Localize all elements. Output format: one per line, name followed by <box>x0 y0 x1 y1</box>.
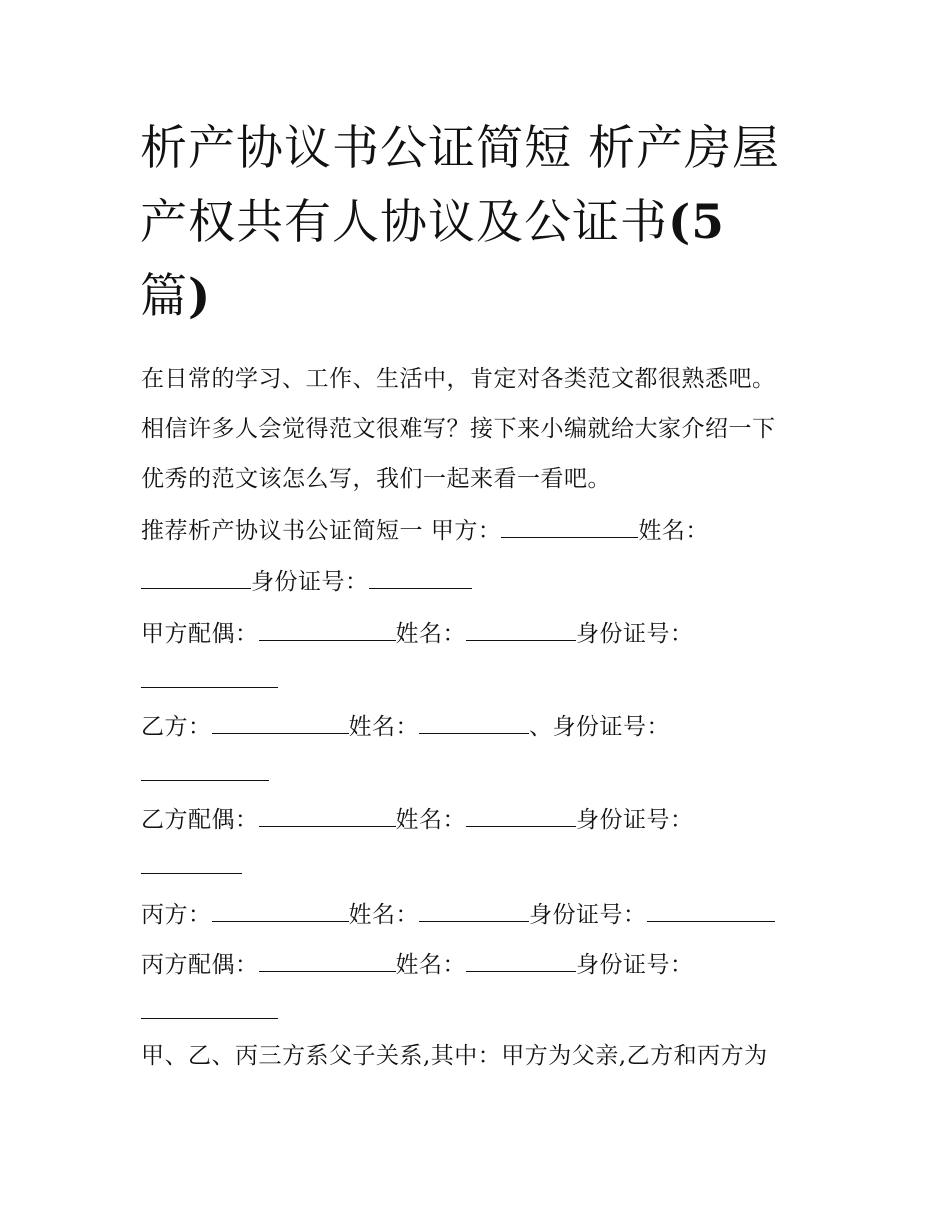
party-c-id-label: 身份证号： <box>529 902 647 928</box>
party-b-label: 乙方： <box>141 714 212 740</box>
party-b-line <box>141 711 670 742</box>
party-a-id-blank[interactable] <box>369 566 472 589</box>
party-c-line <box>141 899 775 930</box>
party-c-name-label: 姓名： <box>348 902 419 928</box>
title-line-1: 析产协议书公证简短 析产房屋 <box>140 121 780 176</box>
party-a-spouse-label: 甲方配偶： <box>141 621 259 647</box>
party-c-spouse-id-label: 身份证号： <box>576 952 694 978</box>
party-a-id-line <box>141 566 472 597</box>
party-c-spouse-name-blank[interactable] <box>466 949 576 972</box>
party-b-name-label: 姓名： <box>348 714 419 740</box>
party-b-id-blank[interactable] <box>141 780 269 781</box>
party-b-spouse-label: 乙方配偶： <box>141 807 259 833</box>
party-c-id-blank[interactable] <box>647 899 775 922</box>
party-c-spouse-name-label: 姓名： <box>395 952 466 978</box>
party-a-id-label: 身份证号： <box>251 569 369 595</box>
party-b-spouse-line <box>141 804 694 835</box>
party-b-spouse-name-label: 姓名： <box>395 807 466 833</box>
party-a-label: 甲方： <box>430 518 502 544</box>
party-c-spouse-id-blank[interactable] <box>141 1018 278 1019</box>
party-b-spouse-id-blank[interactable] <box>141 873 242 874</box>
party-a-line <box>141 515 709 546</box>
party-b-id-label: 、身份证号： <box>529 714 670 740</box>
party-a-spouse-id-label: 身份证号： <box>576 621 694 647</box>
party-c-spouse-label: 丙方配偶： <box>141 952 259 978</box>
intro-line-3: 优秀的范文该怎么写，我们一起来看一看吧。 <box>141 466 611 492</box>
party-b-spouse-blank[interactable] <box>259 804 396 827</box>
party-c-label: 丙方： <box>141 902 212 928</box>
party-c-name-blank[interactable] <box>419 899 529 922</box>
party-b-blank[interactable] <box>212 711 349 734</box>
party-c-blank[interactable] <box>212 899 349 922</box>
document-title <box>140 112 820 334</box>
party-a-name-label: 姓名： <box>638 518 709 544</box>
party-a-spouse-blank[interactable] <box>259 618 396 641</box>
party-a-blank[interactable] <box>501 515 638 538</box>
party-b-name-blank[interactable] <box>419 711 529 734</box>
party-b-spouse-id-label: 身份证号： <box>576 807 694 833</box>
section-heading: 推荐析产协议书公证简短一 <box>141 518 423 544</box>
title-line-3: 篇) <box>140 269 212 324</box>
party-a-name-blank[interactable] <box>141 566 251 589</box>
party-a-spouse-name-label: 姓名： <box>395 621 466 647</box>
party-a-spouse-line <box>141 618 694 649</box>
party-a-spouse-name-blank[interactable] <box>466 618 576 641</box>
party-c-spouse-blank[interactable] <box>259 949 396 972</box>
party-a-spouse-id-blank[interactable] <box>141 687 278 688</box>
title-line-2: 产权共有人协议及公证书(5 <box>140 195 725 250</box>
intro-line-1: 在日常的学习、工作、生活中，肯定对各类范文都很熟悉吧。 <box>141 366 776 392</box>
party-c-spouse-line <box>141 949 694 980</box>
party-b-spouse-name-blank[interactable] <box>466 804 576 827</box>
intro-line-2: 相信许多人会觉得范文很难写？接下来小编就给大家介绍一下 <box>141 416 776 442</box>
relation-sentence: 甲、乙、丙三方系父子关系,其中：甲方为父亲,乙方和丙方为 <box>141 1043 768 1069</box>
